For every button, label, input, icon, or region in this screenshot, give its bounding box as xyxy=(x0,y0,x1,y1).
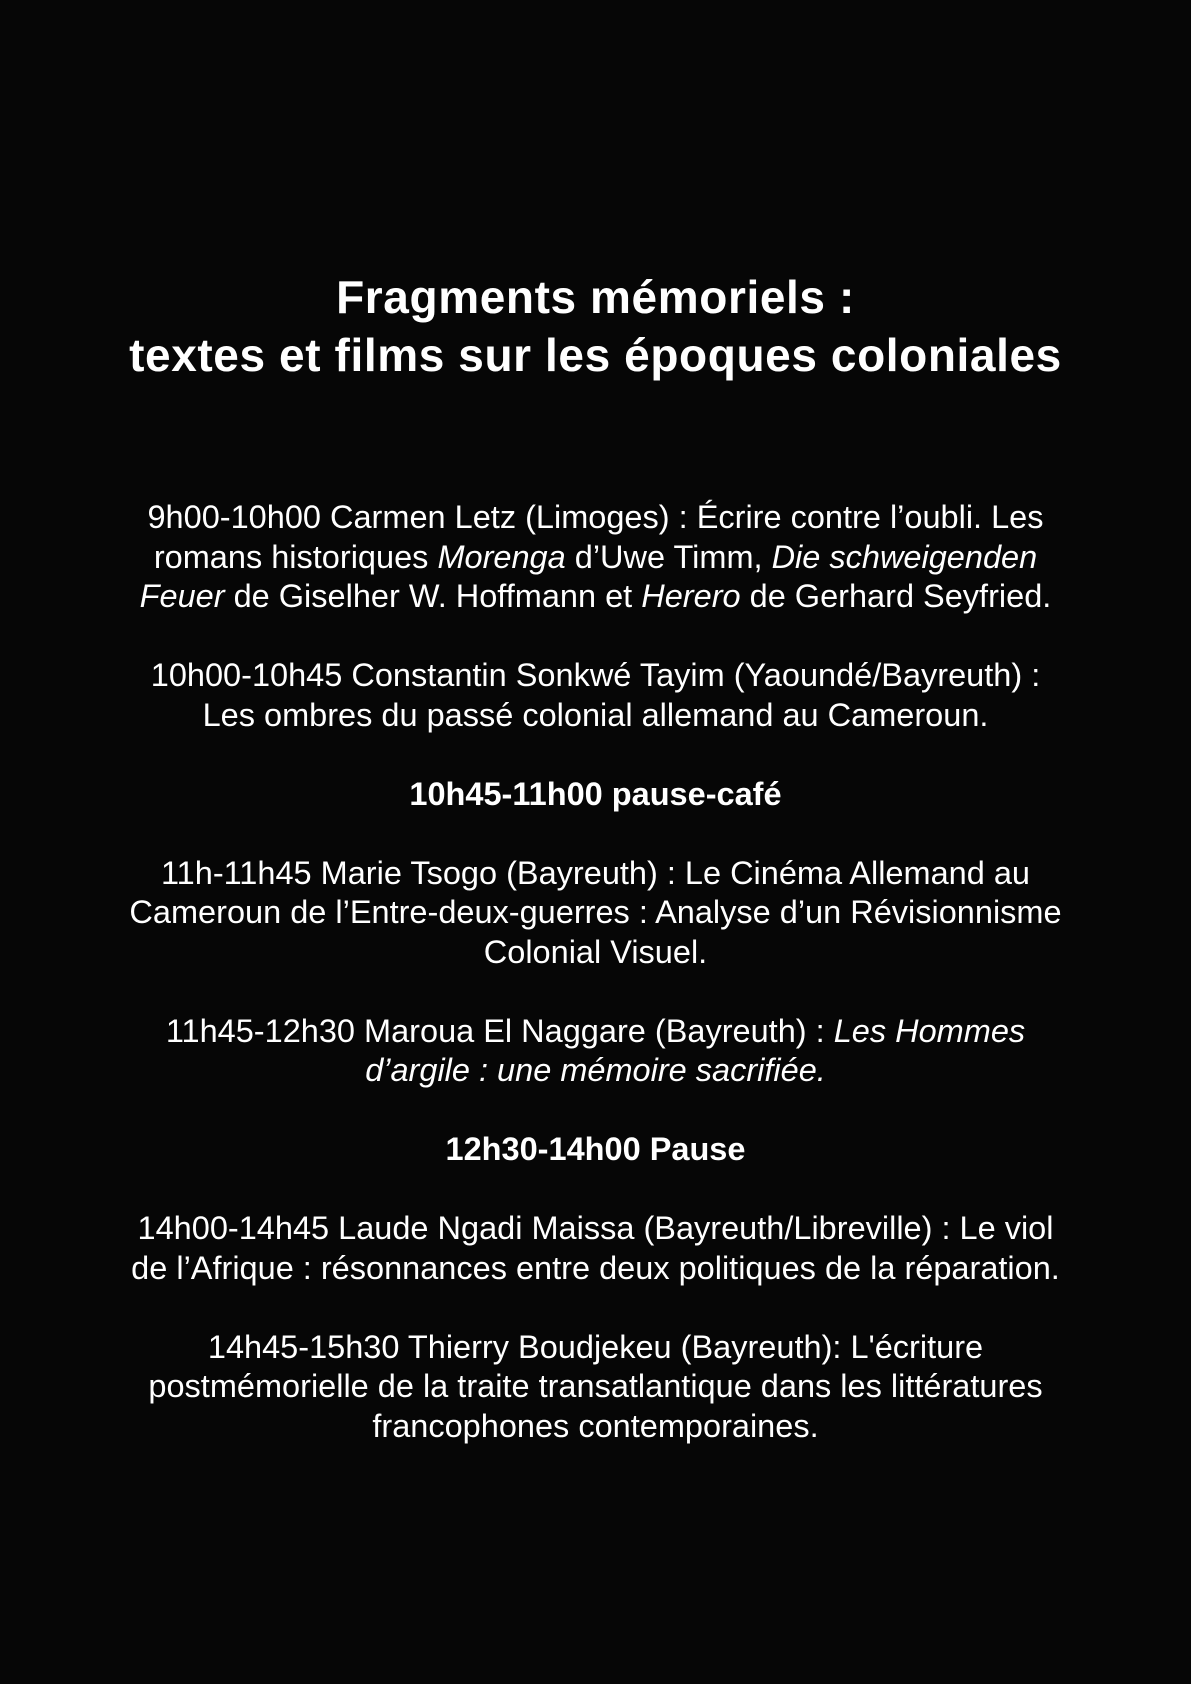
work-title: Morenga xyxy=(437,538,566,575)
session-tayim-line-2: Les ombres du passé colonial allemand au Cameroun. xyxy=(202,696,989,733)
session-time: 9h00-10h00 xyxy=(147,499,321,535)
session-title-part: de Gerhard Seyfried. xyxy=(749,578,1052,614)
page-title xyxy=(0,268,1191,384)
work-title: Les Hommes xyxy=(833,1012,1026,1049)
session-maissa-line-1: 14h00-14h45 Laude Ngadi Maissa (Bayreuth/Libreville) : Le viol xyxy=(137,1210,1054,1246)
title-line-2: textes et films sur les époques coloniales xyxy=(129,329,1062,381)
work-title: d’argile : une mémoire sacrifiée. xyxy=(365,1052,826,1088)
work-title: Die schweigenden xyxy=(771,538,1038,575)
session-naggare-line-2 xyxy=(40,1051,1151,1091)
session-title-part: de Giselher W. Hoffmann et xyxy=(233,578,633,614)
program-schedule xyxy=(40,498,1151,1486)
session-boudjekeu-line-2: postmémorielle de la traite transatlantique dans les littératures xyxy=(148,1368,1043,1404)
title-line-1: Fragments mémoriels : xyxy=(336,271,855,323)
session-tsogo-line-2: Cameroun de l’Entre-deux-guerres : Analyse d’un Révisionnisme xyxy=(129,894,1062,930)
work-title: Herero xyxy=(641,578,741,614)
session-letz xyxy=(40,498,1151,617)
session-prefix: 11h45-12h30 Maroua El Naggare (Bayreuth) : xyxy=(165,1012,825,1049)
session-tsogo-line-1: 11h-11h45 Marie Tsogo (Bayreuth) : Le Cinéma Allemand au xyxy=(161,854,1030,891)
session-tsogo-line-3: Colonial Visuel. xyxy=(483,933,708,970)
session-boudjekeu-line-3: francophones contemporaines. xyxy=(372,1407,819,1444)
work-title: Feuer xyxy=(139,578,225,614)
session-title-part: Écrire contre l’oubli. Les xyxy=(696,499,1044,535)
coffee-break: 10h45-11h00 pause-café xyxy=(409,775,782,812)
session-naggare-line-1 xyxy=(40,1012,1151,1052)
session-title-part: romans historiques xyxy=(153,538,429,575)
session-tayim-line-1: 10h00-10h45 Constantin Sonkwé Tayim (Yaoundé/Bayreuth) : xyxy=(150,657,1041,693)
session-letz-line-3 xyxy=(40,577,1151,617)
session-speaker: Carmen Letz (Limoges) : xyxy=(330,499,688,535)
session-maissa xyxy=(40,1209,1151,1288)
lunch-break: 12h30-14h00 Pause xyxy=(445,1131,746,1167)
session-boudjekeu-line-1: 14h45-15h30 Thierry Boudjekeu (Bayreuth): L'écriture xyxy=(207,1328,984,1365)
session-maissa-line-2: de l’Afrique : résonnances entre deux politiques de la réparation. xyxy=(131,1249,1060,1286)
session-letz-line-1 xyxy=(40,498,1151,538)
session-tsogo xyxy=(40,854,1151,973)
session-naggare xyxy=(40,1012,1151,1091)
session-letz-line-2 xyxy=(40,538,1151,578)
session-boudjekeu xyxy=(40,1328,1151,1447)
session-title-part: d’Uwe Timm, xyxy=(574,538,763,575)
session-tayim xyxy=(40,656,1151,735)
